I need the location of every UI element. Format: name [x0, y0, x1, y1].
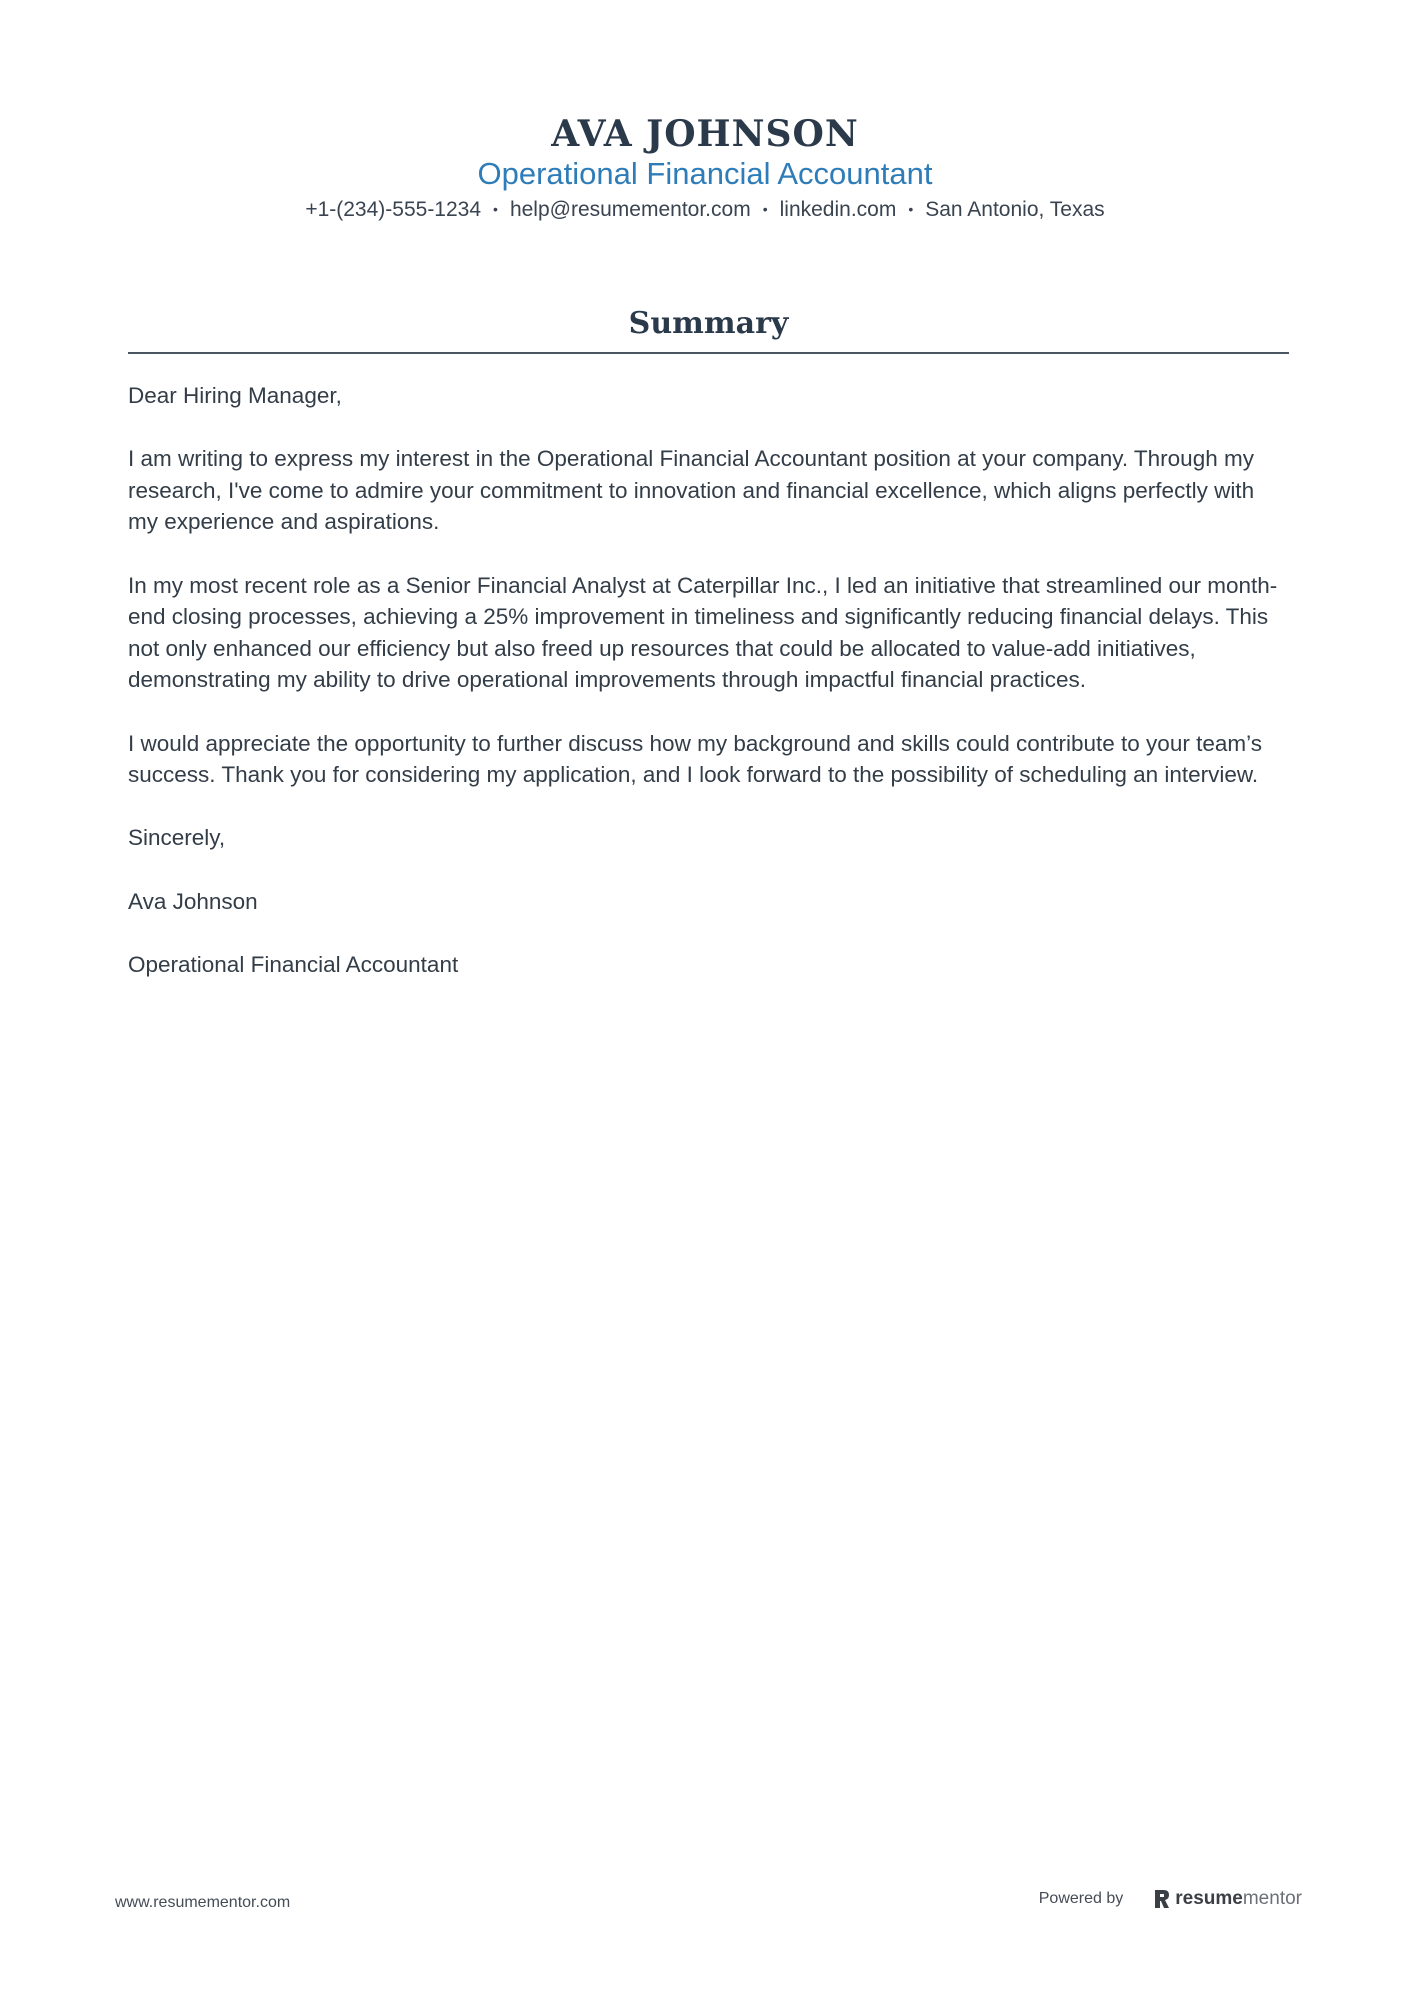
section-title-summary: Summary [628, 306, 789, 341]
powered-by-label: Powered by [1038, 1890, 1124, 1907]
section-divider [128, 352, 1289, 354]
contact-phone: +1-(234)-555-1234 [305, 198, 482, 221]
brand-name-light: mentor [1242, 1888, 1302, 1909]
separator-dot: • [908, 201, 914, 217]
letter-closing: Sincerely, [128, 825, 226, 851]
letter-body [128, 380, 1289, 1012]
contact-location: San Antonio, Texas [925, 198, 1105, 221]
contact-line [0, 194, 1410, 225]
signature-name: Ava Johnson [128, 888, 258, 914]
letter-paragraph: I would appreciate the opportunity to further discuss how my background and skills could contribute to your team’s success. Thank you for considering my application, and I look forward to the possibility of scheduling an interview. [128, 730, 1262, 788]
separator-dot: • [762, 201, 768, 217]
applicant-name: AVA JOHNSON [551, 113, 859, 155]
brand-logo[interactable] [1153, 1888, 1302, 1910]
letter-paragraph: I am writing to express my interest in the Operational Financial Accountant position at your company. Through my research, I've come to admire your commitment to innovation and financial excellence, which aligns perfectly with my experience and aspirations. [128, 446, 1255, 535]
footer-website[interactable]: www.resumementor.com [115, 1894, 291, 1911]
resumementor-logo-icon [1153, 1888, 1171, 1910]
brand-name-bold: resume [1175, 1888, 1243, 1909]
separator-dot: • [493, 201, 498, 217]
letter-header [0, 112, 1410, 225]
contact-website[interactable]: linkedin.com [779, 198, 897, 221]
signature-title: Operational Financial Accountant [128, 951, 459, 977]
contact-email[interactable]: help@resumementor.com [509, 198, 751, 221]
footer-branding [1039, 1888, 1302, 1910]
letter-paragraph: In my most recent role as a Senior Financial Analyst at Caterpillar Inc., I led an initiative that streamlined our month-end closing processes, achieving a 25% improvement in timeliness and significantly reducing financial delays. This not only enhanced our efficiency but also freed up resources that could be allocated to value-add initiatives, demonstrating my ability to drive operational improvements through impactful financial practices. [128, 572, 1278, 693]
applicant-job-title: Operational Financial Accountant [477, 156, 933, 191]
letter-greeting: Dear Hiring Manager, [128, 383, 342, 408]
